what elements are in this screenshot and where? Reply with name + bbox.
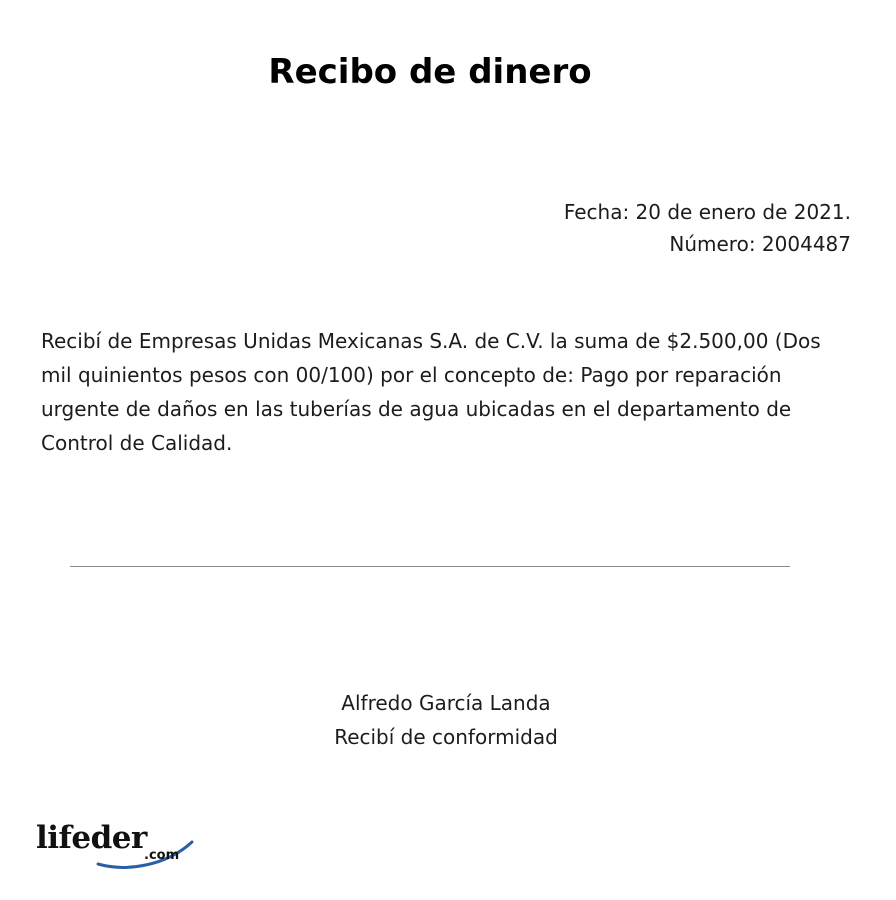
logo-suffix: .com — [144, 848, 180, 863]
signer-name: Alfredo García Landa — [341, 691, 551, 715]
logo-wordmark: lifeder — [36, 820, 147, 856]
signer-caption: Recibí de conformidad — [334, 725, 558, 749]
signature-line — [70, 566, 790, 567]
receipt-body: Recibí de Empresas Unidas Mexicanas S.A. de C.V. la suma de $2.500,00 (Dos mil quinientos pesos con 00/100) por el concepto de: Pago por reparación urgente de daños en las tuberías de agua ubicadas en el departamento de Control de Calidad. — [41, 329, 821, 455]
lifeder-logo — [36, 818, 186, 874]
receipt-date: Fecha: 20 de enero de 2021. — [563, 200, 851, 224]
signer-block — [0, 686, 892, 754]
document-title: Recibo de dinero — [268, 52, 592, 92]
receipt-meta — [564, 196, 851, 260]
receipt-number: Número: 2004487 — [669, 232, 851, 256]
